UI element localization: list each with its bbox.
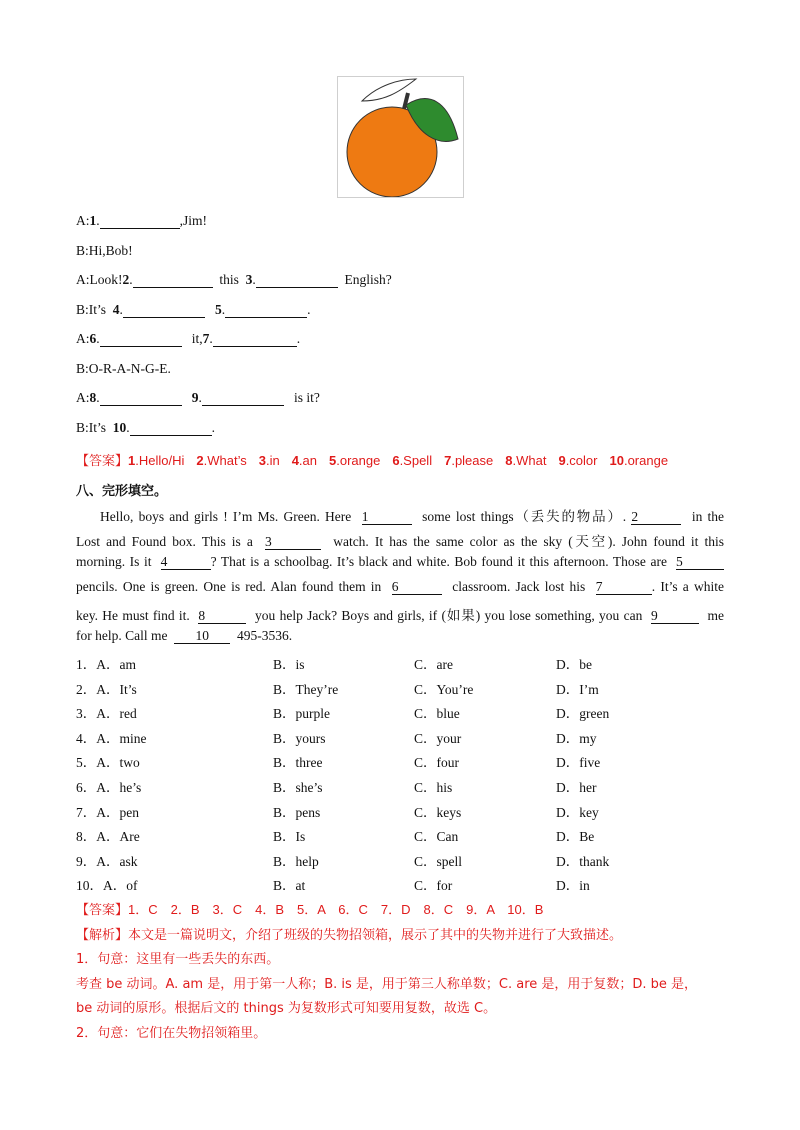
answer-item (196, 453, 246, 468)
answer-number: 5 (329, 453, 337, 468)
answer-number: 4 (291, 453, 299, 468)
option-c: C．your (414, 730, 462, 746)
passage-line-1 (100, 505, 724, 525)
blank: 7 (596, 580, 652, 595)
blank-number: 9 (191, 390, 199, 405)
answer-number: 6 (392, 453, 400, 468)
blank-line (100, 214, 180, 229)
passage-text: 495-3536. (236, 628, 293, 643)
blank-line (202, 391, 284, 406)
answer-number: 8 (505, 453, 513, 468)
blank-line (256, 273, 338, 288)
option-a: 7．A．pen (76, 804, 139, 820)
section-title: 八、完形填空。 (76, 484, 168, 499)
passage-text: you help Jack? Boys and girls, if (如果) you lose something, you can (255, 608, 643, 623)
option-d: D．my (556, 730, 597, 746)
dialogue-line-7: A:8. 9. is it? (76, 390, 320, 405)
answer-word: .orange (336, 453, 381, 468)
answer-number: 3 (258, 453, 266, 468)
blank: 9 (651, 609, 699, 624)
passage-text: morning. Is it (76, 554, 152, 569)
answer-number: 2 (196, 453, 204, 468)
answer-item (128, 453, 184, 468)
blank-number: 3 (245, 272, 253, 287)
option-d: D．be (556, 657, 592, 672)
answer-word: .What’s (203, 453, 247, 468)
answer-word: .Spell (399, 453, 433, 468)
answer-item (392, 453, 432, 468)
option-c: C．for (414, 878, 453, 894)
option-a: 4．A．mine (76, 730, 147, 746)
speaker: A: (76, 331, 90, 346)
answer-word: .an (298, 453, 317, 468)
answer-number: 7 (444, 453, 452, 468)
answer-word: .color (565, 453, 598, 468)
passage-text: key. He must find it. (76, 608, 190, 623)
option-d: D．Be (556, 829, 595, 845)
blank: 1 (362, 510, 412, 525)
option-d: D．her (556, 780, 597, 795)
option-c: C．keys (414, 804, 462, 820)
option-d: D．five (556, 755, 601, 771)
option-c: C．You’re (414, 681, 474, 697)
option-c: C．Can (414, 829, 459, 845)
passage-text: ? That is a schoolbag. It’s black and white. Bob found it this afternoon. Those are (210, 554, 667, 569)
option-a: 9．A．ask (76, 853, 138, 869)
blank-line (133, 273, 213, 288)
option-b: B．she’s (273, 780, 323, 795)
blank: 3 (265, 535, 321, 550)
analysis-q2: 2．句意：它们在失物招领箱里。 (76, 1026, 267, 1041)
blank: 5 (676, 555, 724, 570)
passage-line-3 (76, 554, 724, 570)
option-a: 6．A．he’s (76, 780, 142, 795)
option-b: B．They’re (273, 681, 339, 697)
blank-line (213, 332, 297, 347)
answer-tag: 【答案】 (76, 454, 129, 469)
blank-line (100, 332, 182, 347)
passage-text: for help. Call me (76, 628, 168, 643)
option-c: C．four (414, 755, 459, 771)
answer-word: .in (265, 453, 280, 468)
option-c: C．spell (414, 853, 463, 869)
answer-item (444, 453, 493, 468)
passage-text: in the (691, 509, 725, 524)
option-d: D．green (556, 706, 610, 722)
answer-tag: 【答案】 (76, 903, 129, 918)
blank-number: 1 (89, 213, 97, 228)
analysis-q1: 1．句意：这里有一些丢失的东西。 (76, 952, 280, 967)
passage-line-5 (76, 604, 724, 624)
option-c: C．his (414, 780, 453, 795)
blank-number: 2 (122, 272, 130, 287)
dialogue-line-4: B:It’s 4. 5. . (76, 302, 311, 317)
dialogue-text: A:Look! (76, 272, 123, 287)
dialogue-text: is it? (294, 390, 320, 405)
answer-key-cloze (76, 899, 543, 918)
blank: 4 (161, 555, 211, 570)
passage-text: Lost and Found box. This is a (76, 534, 253, 549)
blank-line (225, 303, 307, 318)
dialogue-text: ,Jim! (179, 213, 208, 228)
option-d: D．in (556, 878, 590, 894)
blank: 10 (174, 629, 230, 644)
passage-line-6 (76, 628, 724, 644)
option-b: B．help (273, 853, 319, 869)
option-c: C．blue (414, 706, 460, 722)
answer-number: 10 (609, 453, 624, 468)
blank-line (100, 391, 182, 406)
orange-picture (337, 76, 464, 198)
option-a: 3．A．red (76, 706, 137, 722)
option-b: B．purple (273, 706, 330, 722)
dialogue-text: B:It’s (76, 420, 107, 435)
answer-item (259, 453, 280, 468)
blank: 8 (198, 609, 246, 624)
answer-word: .please (451, 453, 494, 468)
option-c: C．are (414, 657, 453, 672)
option-a: 1．A．am (76, 657, 136, 672)
answer-item (609, 453, 668, 468)
orange-fruit-icon (338, 77, 463, 197)
dialogue-text: this (219, 272, 239, 287)
blank: 2 (631, 510, 681, 525)
dialogue-line-6: B:O-R-A-N-G-E. (76, 361, 171, 376)
speaker: A: (76, 213, 90, 228)
option-b: B．three (273, 755, 323, 771)
dialogue-text: English? (344, 272, 392, 287)
option-b: B．yours (273, 730, 326, 746)
option-d: D．I’m (556, 681, 599, 697)
dialogue-text: B:It’s (76, 302, 107, 317)
answer-item (329, 453, 380, 468)
dialogue-text: it, (191, 331, 203, 346)
option-d: D．thank (556, 853, 610, 869)
blank-number: 4 (112, 302, 120, 317)
answer-item (505, 453, 546, 468)
option-b: B．pens (273, 804, 321, 820)
option-a: 10．A．of (76, 878, 138, 894)
answer-items (128, 453, 668, 468)
passage-text: Hello, boys and girls ! I’m Ms. Green. Here (100, 509, 352, 524)
passage-line-4 (76, 579, 724, 595)
blank-number: 6 (89, 331, 97, 346)
blank-line (123, 303, 205, 318)
blank-line (130, 421, 212, 436)
analysis-text: 本文是一篇说明文，介绍了班级的失物招领箱，展示了其中的失物并进行了大致描述。 (128, 928, 623, 943)
passage-text: . It’s a white (651, 579, 725, 594)
answer-item (558, 453, 597, 468)
dialogue-line-2: B:Hi,Bob! (76, 243, 133, 258)
blank-number: 7 (202, 331, 210, 346)
analysis-tag: 【解析】 (76, 928, 129, 943)
answer-text: 1．C 2．B 3．C 4．B 5．A 6．C 7．D 8．C 9．A 10．B (128, 902, 544, 917)
passage-line-2 (76, 530, 724, 550)
option-a: 2．A．It’s (76, 681, 137, 697)
answer-word: .Hello/Hi (135, 453, 185, 468)
option-b: B．at (273, 878, 306, 894)
answer-number: 1 (128, 453, 136, 468)
analysis-q1-detail-a: 考查 be 动词。A. am 是，用于第一人称；B. is 是，用于第三人称单数；C. are 是，用于复数；D. be 是， (76, 977, 698, 992)
answer-number: 9 (558, 453, 566, 468)
blank-number: 10 (112, 420, 127, 435)
dialogue-line-3: A:Look!2. this 3. English? (76, 272, 392, 287)
option-b: B．is (273, 657, 305, 672)
option-d: D．key (556, 804, 599, 820)
option-a: 8．A．Are (76, 829, 140, 845)
analysis-q1-detail-b: be 动词的原形。根据后文的 things 为复数形式可知要用复数，故选 C。 (76, 1001, 497, 1016)
blank-number: 8 (89, 390, 97, 405)
dialogue-line-5: A:6. it,7. . (76, 331, 301, 346)
analysis-intro (76, 924, 622, 943)
passage-text: classroom. Jack lost his (452, 579, 586, 594)
answer-word: .What (512, 453, 547, 468)
blank-number: 5 (215, 302, 222, 317)
speaker: A: (76, 390, 90, 405)
passage-text: pencils. One is green. One is red. Alan found them in (76, 579, 382, 594)
option-b: B．Is (273, 829, 306, 845)
answer-key-dialogue (76, 450, 668, 469)
dialogue-line-1: A:1. ,Jim! (76, 213, 208, 228)
answer-word: .orange (623, 453, 669, 468)
blank: 6 (392, 580, 442, 595)
passage-text: me (707, 608, 725, 623)
option-a: 5．A．two (76, 755, 140, 771)
passage-text: some lost things（丢失的物品）. (422, 509, 627, 524)
passage-text: watch. It has the same color as the sky (天空). John found it this (333, 534, 725, 549)
answer-item (292, 453, 317, 468)
dialogue-line-8: B:It’s 10. . (76, 420, 216, 435)
